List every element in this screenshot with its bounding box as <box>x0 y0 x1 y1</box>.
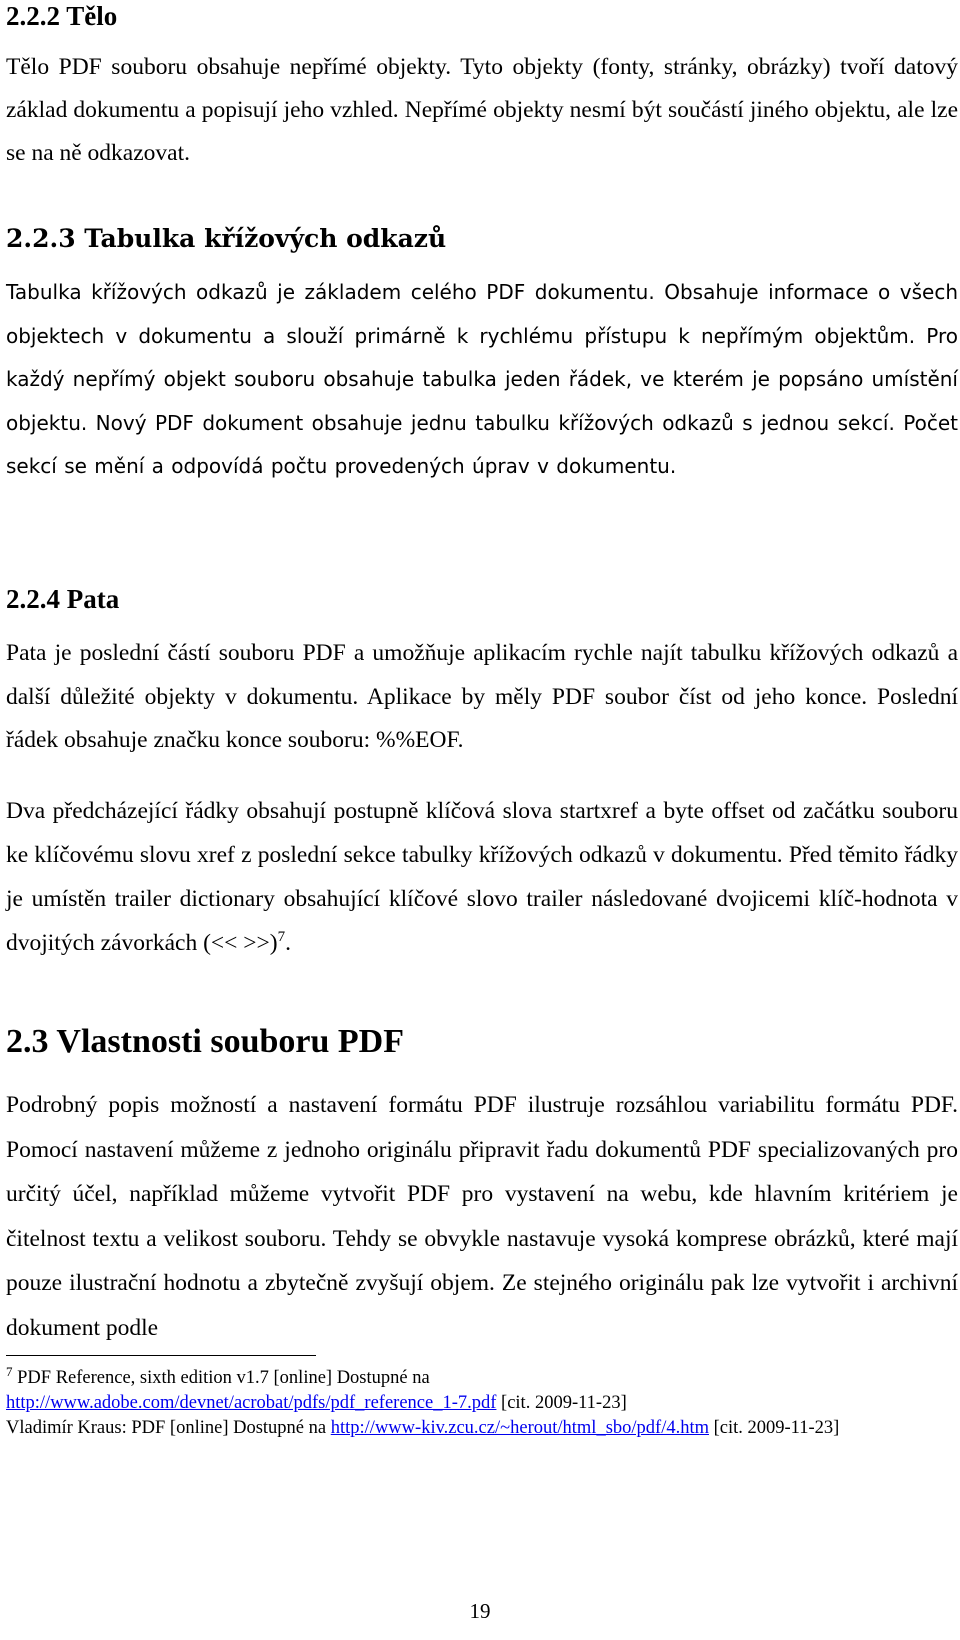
footnote-link-adobe[interactable]: http://www.adobe.com/devnet/acrobat/pdfs/pdf_reference_1-7.pdf <box>6 1393 497 1413</box>
section-body-2-2-4-p2 <box>6 789 958 965</box>
section-heading-2-2-4: 2.2.4 Pata <box>6 584 120 614</box>
section-heading-2-2-3: 2.2.3 Tabulka křížových odkazů <box>6 224 447 253</box>
paragraph-text: Dva předcházející řádky obsahují postupně klíčová slova startxref a byte offset od začátku souboru ke klíčovému slovu xref z poslední sekce tabulky křížových odkazů v dokumentu. Před těmito řádky je umístěn trailer dictionary obsahující klíčové slovo trailer následované dvojicemi klíč-hodnota v dvojitých závorkách (<< >>) <box>6 798 958 956</box>
page-number: 19 <box>469 1599 491 1623</box>
footnote-mark: 7 <box>6 1363 13 1379</box>
paragraph-end: . <box>285 930 291 956</box>
footnote-divider <box>6 1355 316 1356</box>
footnote-2 <box>6 1416 958 1441</box>
footnote-link-zcu[interactable]: http://www-kiv.zcu.cz/~herout/html_sbo/pdf/4.htm <box>330 1418 709 1438</box>
section-heading-2-2-2: 2.2.2 Tělo <box>6 1 118 31</box>
section-body-2-3: Podrobný popis možností a nastavení formátu PDF ilustruje rozsáhlou variabilitu formátu PDF. Pomocí nastavení můžeme z jednoho originálu připravit řadu dokumentů PDF specializovaných pro určitý účel, například můžeme vytvořit PDF pro vystavení na webu, kde hlavním kritériem je čitelnost textu a velikost souboru. Tehdy se obvykle nastavuje vysoká komprese obrázků, které mají pouze ilustrační hodnotu a zbytečně zvyšují objem. Ze stejného originálu pak lze vytvořit i archivní dokument podle <box>6 1092 958 1341</box>
section-body-2-2-4-p1: Pata je poslední částí souboru PDF a umožňuje aplikacím rychle najít tabulku křížových odkazů a další důležité objekty v dokumentu. Aplikace by měly PDF soubor číst od jeho konce. Poslední řádek obsahuje značku konce souboru: %%EOF. <box>6 640 958 753</box>
footnote-text: PDF Reference, sixth edition v1.7 [online] Dostupné na <box>12 1368 430 1388</box>
footnote-1 <box>6 1363 958 1416</box>
footnote-reference[interactable]: 7 <box>277 929 286 946</box>
footnote-citation-date: [cit. 2009-11-23] <box>496 1393 627 1413</box>
section-heading-2-3: 2.3 Vlastnosti souboru PDF <box>6 1023 404 1060</box>
footnote-citation-date: [cit. 2009-11-23] <box>709 1418 840 1438</box>
footnote-text: Vladimír Kraus: PDF [online] Dostupné na <box>6 1418 331 1438</box>
section-body-2-2-2: Tělo PDF souboru obsahuje nepřímé objekty. Tyto objekty (fonty, stránky, obrázky) tvoří datový základ dokumentu a popisují jeho vzhled. Nepřímé objekty nesmí být součástí jiného objektu, ale lze se na ně odkazovat. <box>6 54 958 166</box>
section-body-2-2-3: Tabulka křížových odkazů je základem celého PDF dokumentu. Obsahuje informace o všech objektech v dokumentu a slouží primárně k rychlému přístupu k nepřímým objektům. Pro každý nepřímý objekt souboru obsahuje tabulka jeden řádek, ve kterém je popsáno umístění objektu. Nový PDF dokument obsahuje jednu tabulku křížových odkazů s jednou sekcí. Počet sekcí se mění a odpovídá počtu provedených úprav v dokumentu. <box>6 280 958 478</box>
